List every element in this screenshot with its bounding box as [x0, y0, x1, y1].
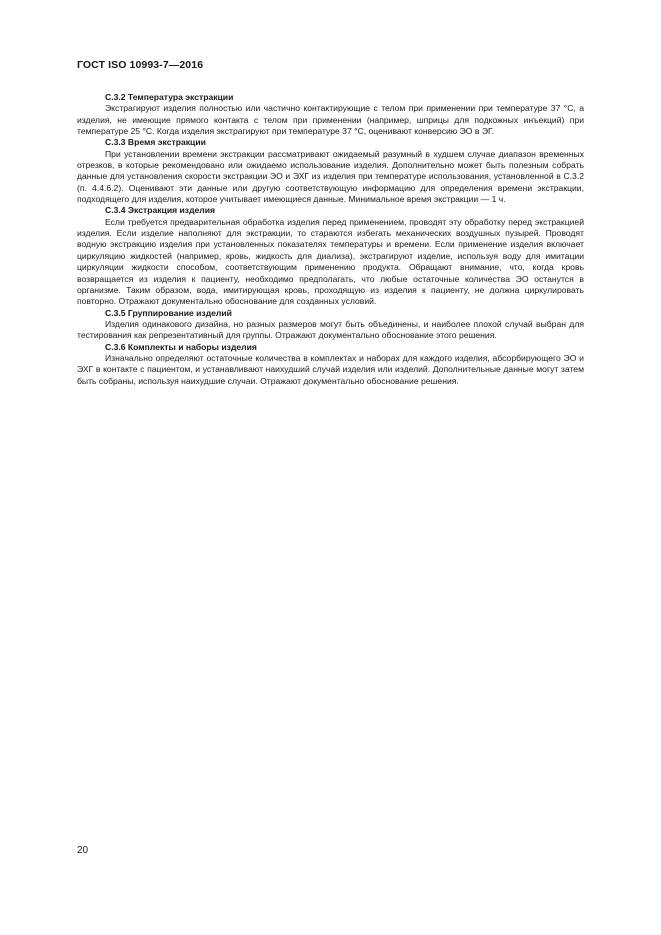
section-extraction-temperature [77, 92, 584, 137]
section-device-extraction [77, 205, 584, 307]
section-paragraph: Экстрагируют изделия полностью или частично контактирующие с телом при применении при температуре 37 °С, а изделия, не имеющие прямого контакта с телом при применении (например, шприцы для подкожных инъекций) при температуре 25 °С. Когда изделия экстрагируют при температуре 37 °С, оценивают конверсию ЭО в ЭГ. [77, 103, 584, 137]
section-title: С.3.5 Группирование изделий [105, 307, 232, 318]
page-number: 20 [77, 845, 89, 856]
section-paragraph: Изделия одинакового дизайна, но разных размеров могут быть объединены, и наиболее плохой случай выбран для тестирования как репрезентативный для группы. Отражают документально обоснование этого решения. [77, 318, 584, 341]
section-title: С.3.2 Температура экстракции [105, 92, 234, 102]
section-kits-and-sets [77, 342, 584, 387]
section-title: С.3.4 Экстракция изделия [105, 205, 216, 216]
section-title: С.3.3 Время экстракции [105, 137, 206, 148]
document-header: ГОСТ ISO 10993-7—2016 [77, 59, 204, 71]
section-paragraph: Если требуется предварительная обработка изделия перед применением, проводят эту обработку перед экстракцией изделия. Если изделие наполняют для экстракции, то стараются избегать механических воздушных пузырей. Проводят водную экстракцию изделия при установленных показателях температуры и времени. Если применение изделия включает циркуляцию жидкостей (например, кровь, жидкость для диализа), экстрагируют изделие, используя воду для имитации циркуляции жидкости способом, соответствующим применению продукта. Обращают внимание, что, когда кровь возвращается из изделия к пациенту, необходимо предполагать, что любые остаточные количества ЭО останутся в организме. Таким образом, вода, имитирующая кровь, проходящую из изделия к пациенту, не должна циркулировать повторно. Отражают документально обоснование для созданных условий. [77, 216, 584, 307]
section-extraction-time [77, 137, 584, 205]
document-body [77, 92, 584, 387]
section-paragraph: При установлении времени экстракции рассматривают ожидаемый разумный в худшем случае диапазон временных отрезков, в которые рекомендовано или ожидаемо использование изделия. Дополнительно может быть полезным собрать данные для установления скорости экстракции ЭО и ЭХГ из изделия при температуре использования, установленной в С.3.2 (п. 4.4.6.2). Оценивают эти данные или другую соответствующую информацию для определения времени экстракции, подходящего для изделия, которое учитывает имеющиеся данные. Минимальное время экстракции — 1 ч. [77, 148, 584, 205]
section-device-grouping [77, 308, 584, 342]
section-title: С.3.6 Комплекты и наборы изделия [105, 341, 257, 352]
section-paragraph: Изначально определяют остаточные количества в комплектах и наборах для каждого изделия, абсорбирующего ЭО и ЭХГ в контакте с пациентом, и устанавливают наихудший случай изделия или изделий. Дополнительные данные могут затем быть собраны, используя наихудшие случаи. Отражают документально обоснование решения. [77, 352, 584, 386]
